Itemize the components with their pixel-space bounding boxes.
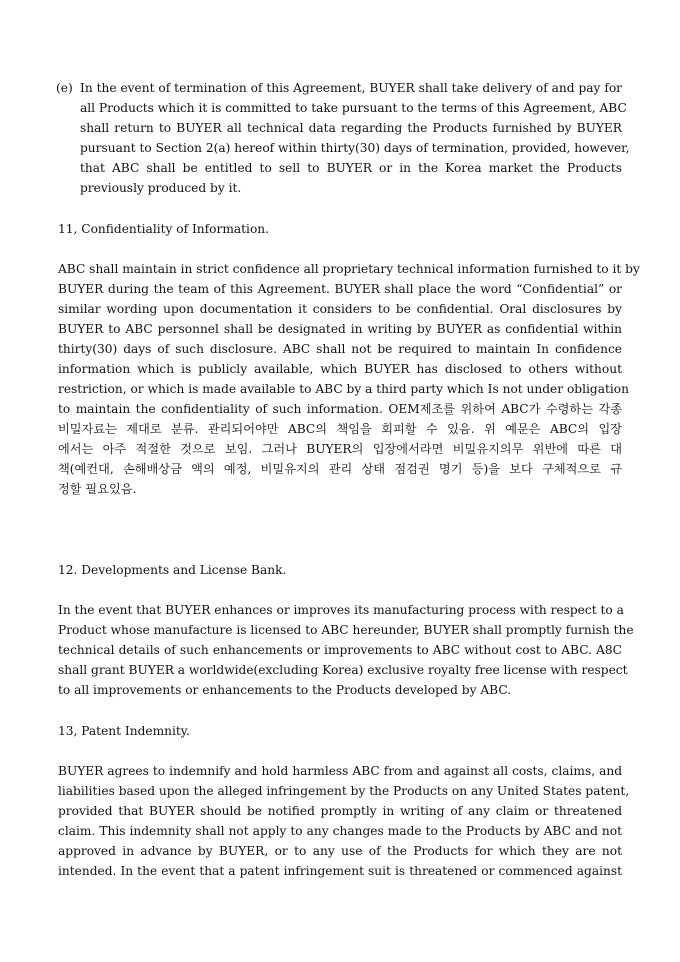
text-line: BUYER agrees to indemnify and hold harmless ABC from and against all costs, claims, and [58, 764, 622, 778]
text-line: shall return to BUYER all technical data regarding the Products furnished by BUYER [80, 121, 622, 135]
text-line: claim. This indemnity shall not apply to any changes made to the Products by ABC and not [58, 824, 622, 838]
text-line: pursuant to Section 2(a) hereof within thirty(30) days of termination, provided, however, [80, 141, 630, 155]
section-11-heading: 11, Confidentiality of Information. [58, 222, 270, 236]
text-line: shall grant BUYER a worldwide(excluding Korea) exclusive royalty free license with respect [58, 663, 628, 677]
text-line: BUYER during the team of this Agreement. BUYER shall place the word “Confidential” or [58, 282, 622, 296]
text-line: to all improvements or enhancements to the Products developed by ABC. [58, 683, 512, 697]
text-line: restriction, or which is made available to ABC by a third party which Is not under obligation [58, 382, 629, 396]
text-line: 에서는 아주 적절한 것으로 보임. 그러나 BUYER의 입장에서라면 비밀유지의무 위반에 따른 대 [58, 442, 622, 456]
section-13-heading: 13, Patent Indemnity. [58, 724, 190, 738]
text-line: Product whose manufacture is licensed to ABC hereunder, BUYER shall promptly furnish the [58, 623, 634, 637]
text-line: previously produced by it. [80, 181, 242, 195]
text-line: information which is publicly available, which BUYER has disclosed to others without [58, 362, 622, 376]
text-line: to maintain the confidentiality of such information. OEM제조를 위하여 ABC가 수령하는 각종 [58, 402, 622, 416]
section-12-body [58, 600, 634, 700]
section-11-body [58, 259, 640, 499]
clause-e [56, 78, 630, 198]
text-line: all Products which it is committed to take pursuant to the terms of this Agreement, ABC [80, 101, 627, 115]
text-line: intended. In the event that a patent infringement suit is threatened or commenced against [58, 864, 622, 878]
section-12-heading: 12. Developments and License Bank. [58, 563, 287, 577]
text-line: technical details of such enhancements or improvements to ABC without cost to ABC. A8C [58, 643, 622, 657]
text-line: similar wording upon documentation it considers to be confidential. Oral disclosures by [58, 302, 622, 316]
text-line: thirty(30) days of such disclosure. ABC shall not be required to maintain In confidence [58, 342, 622, 356]
text-line: provided that BUYER should be notified promptly in writing of any claim or threatened [58, 804, 622, 818]
text-line: that ABC shall be entitled to sell to BUYER or in the Korea market the Products [80, 161, 622, 175]
text-line: 비밀자료는 제대로 분류. 관리되어야만 ABC의 책임을 회피할 수 있음. 위 예문은 ABC의 입장 [58, 422, 622, 436]
text-line: BUYER to ABC personnel shall be designated in writing by BUYER as confidential within [58, 322, 622, 336]
text-line: In the event that BUYER enhances or improves its manufacturing process with respect to a [58, 603, 624, 617]
text-line: In the event of termination of this Agreement, BUYER shall take delivery of and pay for [80, 81, 622, 95]
text-line: 정할 필요있음. [58, 482, 137, 496]
text-line: 책(예컨대, 손해배상금 액의 예정, 비밀유지의 관리 상태 점검권 명기 등)을 보다 구체적으로 규 [58, 462, 622, 476]
clause-e-label: (e) [56, 81, 73, 95]
text-line: approved in advance by BUYER, or to any use of the Products for which they are not [58, 844, 622, 858]
text-line: liabilities based upon the alleged infringement by the Products on any United States patent, [58, 784, 630, 798]
section-13-body [58, 761, 630, 881]
text-line: ABC shall maintain in strict confidence all proprietary technical information furnished to it by [58, 262, 640, 276]
